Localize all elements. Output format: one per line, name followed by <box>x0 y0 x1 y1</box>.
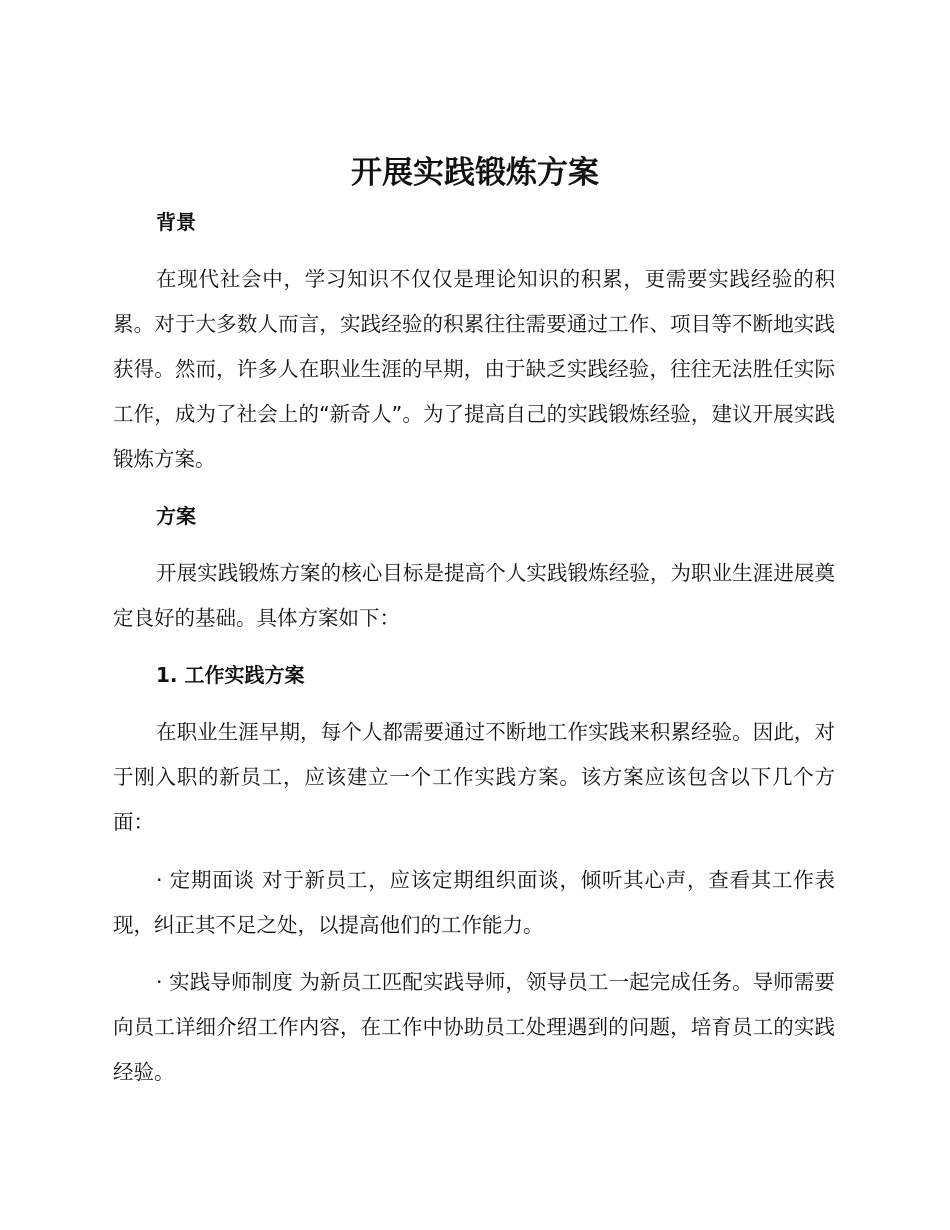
document-title: 开展实践锻炼方案 <box>351 155 599 191</box>
bullet-mentor-system: · 实践导师制度 为新员工匹配实践导师，领导员工一起完成任务。导师需要向员工详细介绍工作内容，在工作中协助员工处理遇到的问题，培育员工的实践经验。 <box>113 970 835 1084</box>
plan-paragraph: 开展实践锻炼方案的核心目标是提高个人实践锻炼经验，为职业生涯进展奠定良好的基础。具体方案如下： <box>113 561 835 630</box>
work-practice-paragraph: 在职业生涯早期，每个人都需要通过不断地工作实践来积累经验。因此，对于刚入职的新员工，应该建立一个工作实践方案。该方案应该包含以下几个方面： <box>113 720 835 834</box>
section-heading-background: 背景 <box>156 210 196 234</box>
section-heading-plan: 方案 <box>156 504 196 528</box>
bullet-regular-interview: · 定期面谈 对于新员工，应该定期组织面谈，倾听其心声，查看其工作表现，纠正其不足之处，以提高他们的工作能力。 <box>113 868 835 937</box>
background-paragraph: 在现代社会中，学习知识不仅仅是理论知识的积累，更需要实践经验的积累。对于大多数人而言，实践经验的积累往往需要通过工作、项目等不断地实践获得。然而，许多人在职业生涯的早期，由于缺乏实践经验，往往无法胜任实际工作，成为了社会上的“新奇人”。为了提高自己的实践锻炼经验，建议开展实践锻炼方案。 <box>113 267 835 471</box>
section-heading-work-practice: 1. 工作实践方案 <box>156 663 305 687</box>
